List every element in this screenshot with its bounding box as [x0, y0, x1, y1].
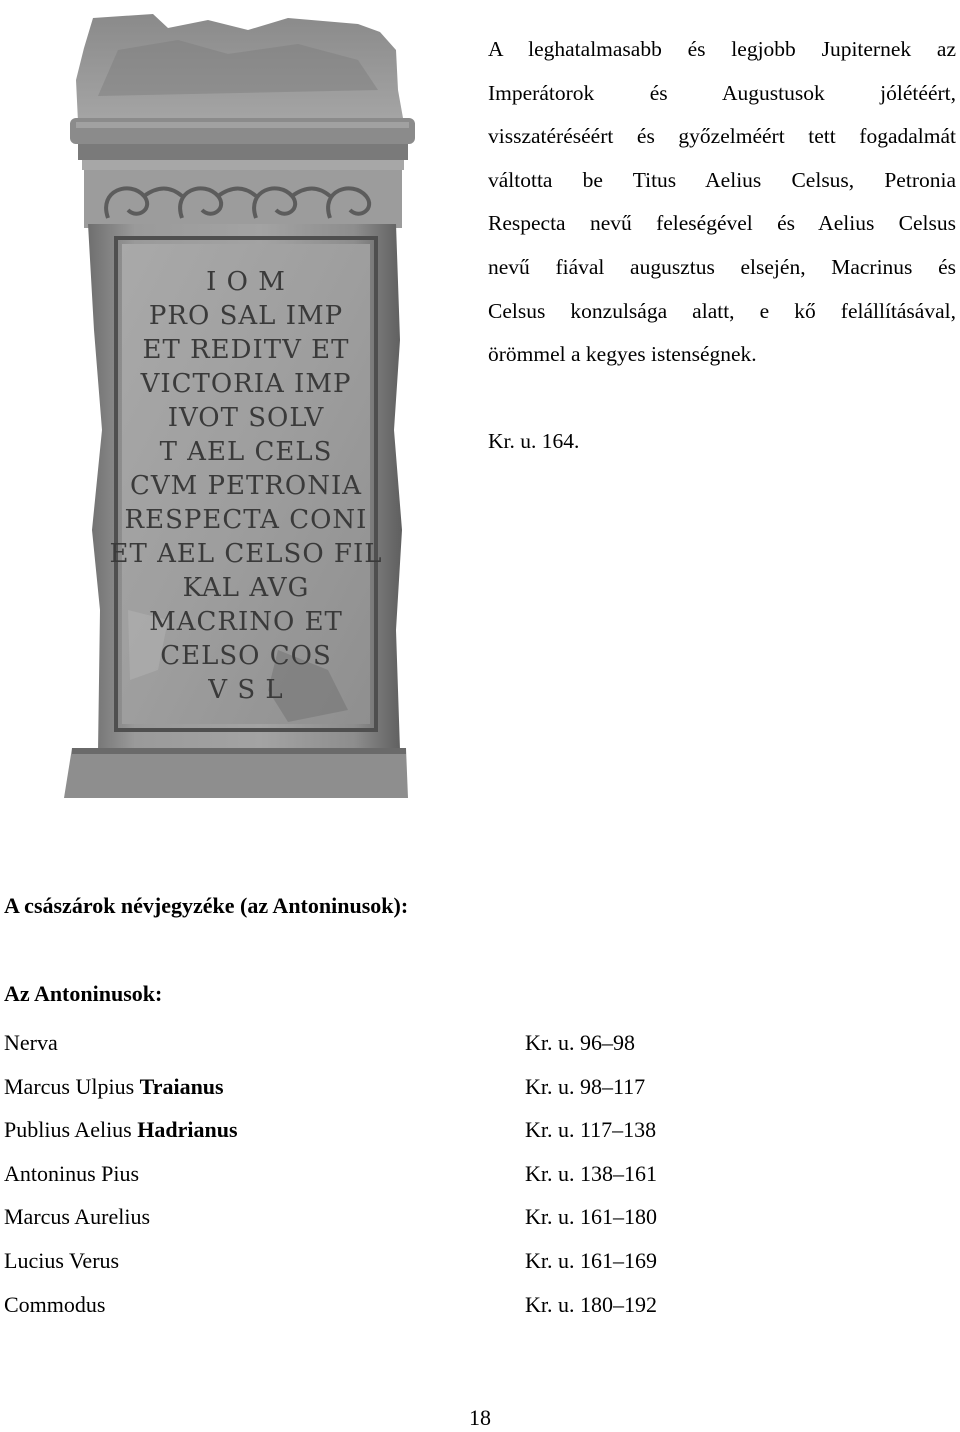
- altar-illustration: [58, 10, 418, 800]
- emperor-name: [4, 1195, 150, 1239]
- translation-line: Respecta nevű feleségével és Aelius Celsus: [488, 211, 956, 236]
- emperor-reign: Kr. u. 117–138: [525, 1117, 657, 1143]
- emperor-name-bold: Traianus: [139, 1073, 224, 1099]
- altar-inscription-line: ET AEL CELSO FIL: [109, 539, 383, 569]
- emperor-reign: Kr. u. 96–98: [525, 1030, 635, 1055]
- inscription-translation: [488, 28, 956, 464]
- translation-line: nevű fiával augusztus elsején, Macrinus és: [488, 254, 956, 279]
- emperor-name: [4, 1239, 119, 1283]
- emperor-list-title: Az Antoninusok:: [4, 981, 163, 1006]
- altar-photo: [58, 10, 418, 800]
- emperor-name: [4, 1065, 224, 1109]
- translation-line: A leghatalmasabb és legjobb Jupiternek az: [488, 37, 956, 61]
- emperor-row: [4, 1108, 704, 1152]
- altar-inscription-line: IVOT SOLV: [167, 403, 325, 433]
- emperor-name: [4, 1108, 238, 1152]
- altar-inscription-line: I O M: [206, 267, 286, 297]
- emperor-name-plain: Antoninus Pius: [4, 1160, 140, 1186]
- emperor-row: [4, 1021, 704, 1065]
- emperor-reign: Kr. u. 161–169: [525, 1247, 657, 1273]
- emperor-name-bold: Hadrianus: [137, 1117, 238, 1143]
- emperor-name-plain: Lucius Verus: [4, 1247, 120, 1273]
- emperor-row: [4, 1152, 704, 1196]
- translation-line: váltotta be Titus Aelius Celsus, Petronia: [488, 167, 956, 192]
- emperor-reign: Kr. u. 98–117: [525, 1073, 646, 1099]
- emperor-name: [4, 1152, 139, 1196]
- emperor-row: [4, 1239, 704, 1283]
- emperor-reign: Kr. u. 161–180: [525, 1204, 657, 1230]
- altar-inscription-line: PRO SAL IMP: [148, 301, 344, 331]
- altar-inscription-line: RESPECTA CONI: [124, 505, 368, 535]
- altar-inscription-line: ET REDITV ET: [142, 335, 350, 365]
- emperor-row: [4, 1195, 704, 1239]
- emperor-reign: Kr. u. 180–192: [525, 1291, 657, 1317]
- altar-inscription-line: CVM PETRONIA: [129, 471, 363, 501]
- altar-inscription-line: V S L: [208, 675, 284, 705]
- emperor-row: [4, 1065, 704, 1109]
- emperor-name-plain: Marcus Aurelius: [4, 1204, 151, 1230]
- altar-inscription-line: MACRINO ET: [149, 607, 343, 637]
- emperor-row: [4, 1283, 704, 1327]
- altar-inscription-line: CELSO COS: [160, 641, 332, 671]
- emperor-name: [4, 1283, 105, 1327]
- emperor-name: [4, 1021, 58, 1065]
- translation-line: visszatéréséért és győzelméért tett fogadalmát: [488, 124, 956, 149]
- altar-inscription-line: T AEL CELS: [159, 437, 333, 467]
- inscription-date: Kr. u. 164.: [488, 429, 580, 454]
- altar-inscription-line: VICTORIA IMP: [140, 369, 352, 399]
- emperor-name-plain: Commodus: [4, 1291, 106, 1317]
- emperor-list: [4, 1021, 704, 1326]
- translation-line: Celsus konzulsága alatt, e kő felállításával,: [488, 298, 956, 323]
- emperor-name-plain: Marcus Ulpius: [4, 1073, 140, 1099]
- section-heading: A császárok névjegyzéke (az Antoninusok):: [4, 893, 409, 918]
- page-number: 18: [469, 1405, 491, 1430]
- emperor-name-plain: Nerva: [4, 1030, 58, 1055]
- emperor-name-plain: Publius Aelius: [4, 1117, 138, 1143]
- translation-line: Imperátorok és Augustusok jólétéért,: [488, 80, 956, 105]
- altar-inscription-line: KAL AVG: [182, 573, 310, 603]
- translation-line: örömmel a kegyes istenségnek.: [488, 342, 757, 367]
- emperor-reign: Kr. u. 138–161: [525, 1160, 657, 1186]
